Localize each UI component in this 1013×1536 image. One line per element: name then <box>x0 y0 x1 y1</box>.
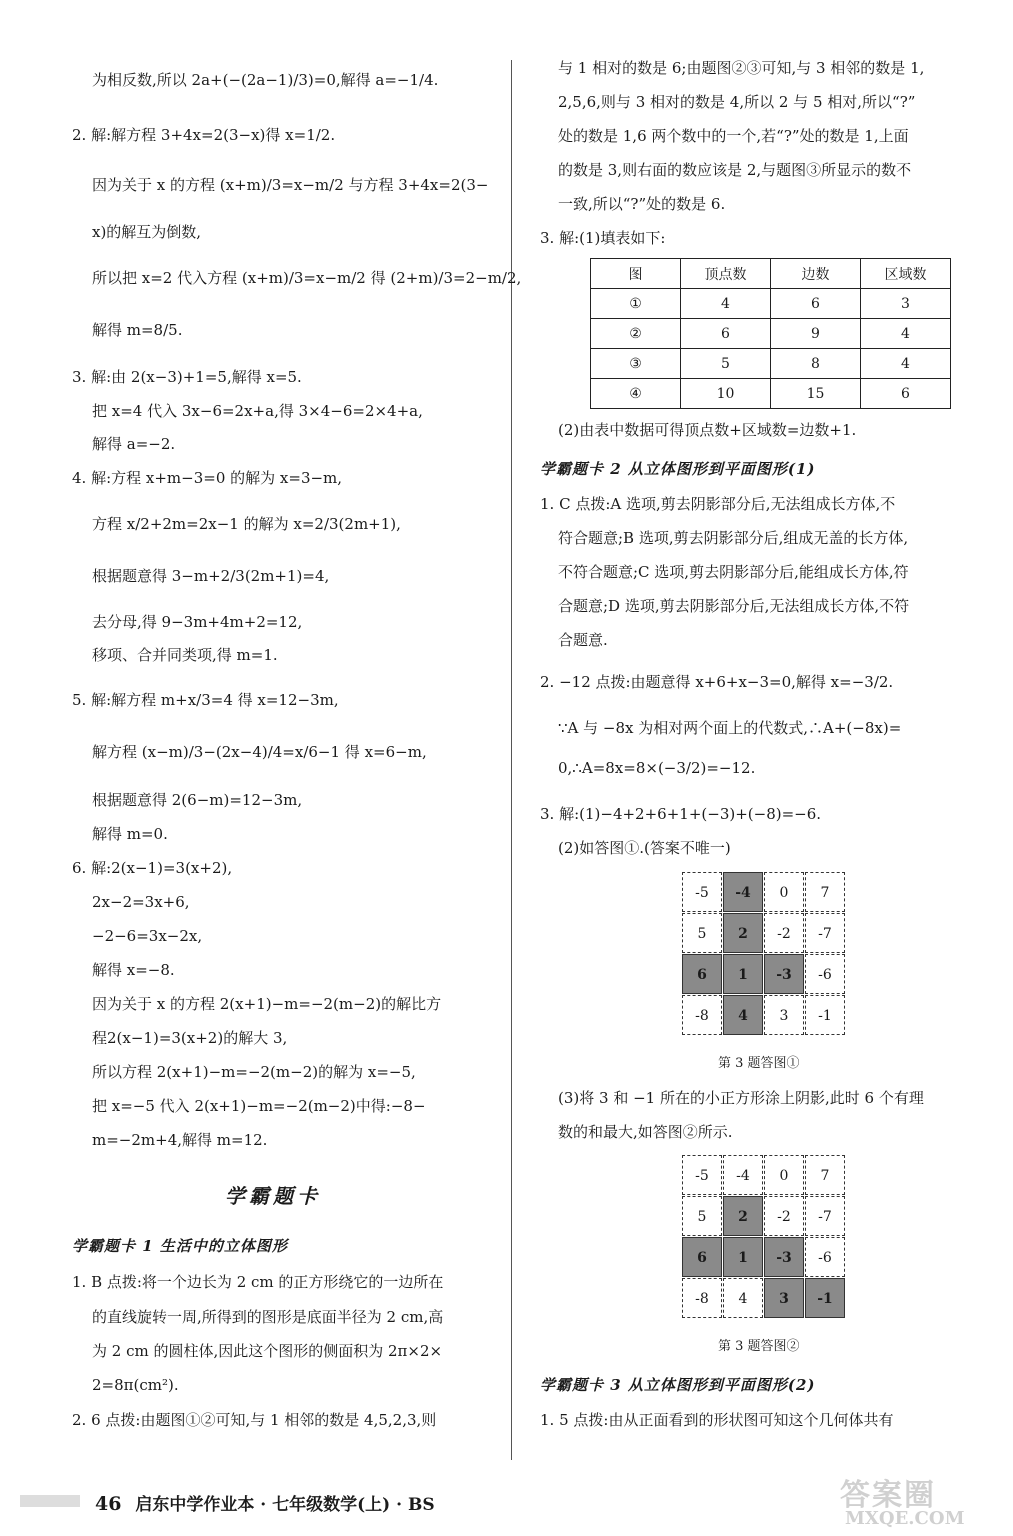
grid-cell: 0 <box>764 1155 804 1195</box>
text-line: 因为关于 x 的方程 (x+m)/3=x−m/2 与方程 3+4x=2(3− <box>92 176 489 194</box>
text-line: 去分母,得 9−3m+4m+2=12, <box>92 613 303 631</box>
text-line: 根据题意得 3−m+2/3(2m+1)=4, <box>92 567 330 585</box>
grid-cell: 4 <box>723 1278 763 1318</box>
watermark-logo: 答案圈 <box>840 1478 936 1513</box>
table-cell: 15 <box>771 379 861 409</box>
table-header-row <box>591 259 951 289</box>
text-line: 1. C 点拨:A 选项,剪去阴影部分后,无法组成长方体,不 <box>540 495 896 513</box>
grid-cell: 0 <box>764 872 804 912</box>
grid-cell: 5 <box>682 1196 722 1236</box>
card3-heading: 学霸题卡 3 从立体图形到平面图形(2) <box>540 1376 816 1394</box>
grid-cell: -1 <box>805 995 845 1035</box>
table-cell: 4 <box>681 289 771 319</box>
text-line: 3. 解:由 2(x−3)+1=5,解得 x=5. <box>72 368 302 386</box>
grid-cell: 5 <box>682 913 722 953</box>
grid-cell-shaded: -3 <box>764 1237 804 1277</box>
grid-cell: 7 <box>805 1155 845 1195</box>
page-footer <box>95 1490 435 1515</box>
grid-cell-shaded: 2 <box>723 913 763 953</box>
text-line: m=−2m+4,解得 m=12. <box>92 1131 268 1149</box>
answer-grid-1 <box>682 872 846 1036</box>
book-title: 启东中学作业本 · 七年级数学(上) · BS <box>135 1495 435 1515</box>
footer-bar <box>20 1495 80 1507</box>
text-line: 不符合题意;C 选项,剪去阴影部分后,能组成长方体,符 <box>558 563 909 581</box>
text-line: 所以把 x=2 代入方程 (x+m)/3=x−m/2 得 (2+m)/3=2−m/2, <box>92 269 522 287</box>
grid-cell-shaded: 6 <box>682 1237 722 1277</box>
text-line: 把 x=−5 代入 2(x+1)−m=−2(m−2)中得:−8− <box>92 1097 426 1115</box>
text-line: 2. 6 点拨:由题图①②可知,与 1 相邻的数是 4,5,2,3,则 <box>72 1411 437 1429</box>
text-line: 根据题意得 2(6−m)=12−3m, <box>92 791 303 809</box>
text-line: 数的和最大,如答图②所示. <box>558 1123 733 1141</box>
table-cell: ① <box>591 289 681 319</box>
figure-caption: 第 3 题答图② <box>718 1339 800 1354</box>
table-header: 区域数 <box>861 259 951 289</box>
grid-cell: -4 <box>723 1155 763 1195</box>
watermark-url: MXQE.COM <box>845 1508 965 1529</box>
text-line: 解得 m=8/5. <box>92 321 183 339</box>
text-line: 3. 解:(1)−4+2+6+1+(−3)+(−8)=−6. <box>540 805 822 823</box>
table-cell: ② <box>591 319 681 349</box>
grid-cell: -2 <box>764 913 804 953</box>
page-number: 46 <box>95 1493 122 1515</box>
table-cell: 10 <box>681 379 771 409</box>
text-line: (2)如答图①.(答案不唯一) <box>558 839 731 857</box>
table-cell: ④ <box>591 379 681 409</box>
text-line: 6. 解:2(x−1)=3(x+2), <box>72 859 233 877</box>
table-cell: 3 <box>861 289 951 319</box>
grid-cell: 7 <box>805 872 845 912</box>
table-header: 图 <box>591 259 681 289</box>
grid-cell-shaded: 2 <box>723 1196 763 1236</box>
table-cell: 4 <box>861 319 951 349</box>
grid-cell-shaded: -4 <box>723 872 763 912</box>
grid-cell-shaded: 6 <box>682 954 722 994</box>
grid-cell-shaded: 1 <box>723 954 763 994</box>
grid-cell: -7 <box>805 913 845 953</box>
text-line: 2. −12 点拨:由题意得 x+6+x−3=0,解得 x=−3/2. <box>540 673 894 691</box>
text-line: 所以方程 2(x+1)−m=−2(m−2)的解为 x=−5, <box>92 1063 416 1081</box>
grid-cell: 3 <box>764 995 804 1035</box>
card1-heading: 学霸题卡 1 生活中的立体图形 <box>72 1237 288 1255</box>
text-line: 2. 解:解方程 3+4x=2(3−x)得 x=1/2. <box>72 126 336 144</box>
table-cell: 6 <box>681 319 771 349</box>
text-line: x)的解互为倒数, <box>92 223 202 241</box>
grid-cell: -6 <box>805 1237 845 1277</box>
text-line: 一致,所以“?”处的数是 6. <box>558 195 726 213</box>
text-line: 为相反数,所以 2a+(−(2a−1)/3)=0,解得 a=−1/4. <box>92 71 439 89</box>
grid-cell: -5 <box>682 872 722 912</box>
table-row <box>591 349 951 379</box>
grid-cell: -2 <box>764 1196 804 1236</box>
text-line: 与 1 相对的数是 6;由题图②③可知,与 3 相邻的数是 1, <box>558 59 925 77</box>
table-cell: ③ <box>591 349 681 379</box>
text-line: 解方程 (x−m)/3−(2x−4)/4=x/6−1 得 x=6−m, <box>92 743 427 761</box>
table-row <box>591 379 951 409</box>
table-cell: 8 <box>771 349 861 379</box>
text-line: 符合题意;B 选项,剪去阴影部分后,组成无盖的长方体, <box>558 529 909 547</box>
text-line: 2,5,6,则与 3 相对的数是 4,所以 2 与 5 相对,所以“?” <box>558 93 916 111</box>
text-line: 4. 解:方程 x+m−3=0 的解为 x=3−m, <box>72 469 343 487</box>
text-line: 解得 m=0. <box>92 825 168 843</box>
grid-cell: -5 <box>682 1155 722 1195</box>
text-line: (2)由表中数据可得顶点数+区域数=边数+1. <box>558 421 857 439</box>
text-line: 1. 5 点拨:由从正面看到的形状图可知这个几何体共有 <box>540 1411 894 1429</box>
text-line: 3. 解:(1)填表如下: <box>540 229 666 247</box>
text-line: 合题意. <box>558 631 608 649</box>
table-cell: 9 <box>771 319 861 349</box>
table-cell: 6 <box>771 289 861 319</box>
text-line: 移项、合并同类项,得 m=1. <box>92 646 278 664</box>
table-cell: 6 <box>861 379 951 409</box>
data-table <box>590 258 951 409</box>
grid-cell: -8 <box>682 1278 722 1318</box>
text-line: 解得 a=−2. <box>92 435 176 453</box>
figure-caption: 第 3 题答图① <box>718 1056 800 1071</box>
table-header: 边数 <box>771 259 861 289</box>
text-line: 处的数是 1,6 两个数中的一个,若“?”处的数是 1,上面 <box>558 127 909 145</box>
text-line: 程2(x−1)=3(x+2)的解大 3, <box>92 1029 288 1047</box>
table-cell: 4 <box>861 349 951 379</box>
text-line: 合题意;D 选项,剪去阴影部分后,无法组成长方体,不符 <box>558 597 910 615</box>
grid-cell: -6 <box>805 954 845 994</box>
table-header: 顶点数 <box>681 259 771 289</box>
text-line: 的直线旋转一周,所得到的图形是底面半径为 2 cm,高 <box>92 1308 444 1326</box>
text-line: (3)将 3 和 −1 所在的小正方形涂上阴影,此时 6 个有理 <box>558 1089 924 1107</box>
text-line: 的数是 3,则右面的数应该是 2,与题图③所显示的数不 <box>558 161 912 179</box>
table-row <box>591 289 951 319</box>
grid-cell-shaded: 1 <box>723 1237 763 1277</box>
text-line: 方程 x/2+2m=2x−1 的解为 x=2/3(2m+1), <box>92 515 401 533</box>
grid-cell-shaded: 4 <box>723 995 763 1035</box>
section-title: 学霸题卡 <box>225 1184 321 1208</box>
text-line: 2=8π(cm²). <box>92 1376 179 1394</box>
text-line: 0,∴A=8x=8×(−3/2)=−12. <box>558 759 756 777</box>
text-line: −2−6=3x−2x, <box>92 927 203 945</box>
text-line: 解得 x=−8. <box>92 961 175 979</box>
answer-grid-2 <box>682 1155 846 1319</box>
grid-cell-shaded: -3 <box>764 954 804 994</box>
text-line: 2x−2=3x+6, <box>92 893 190 911</box>
grid-cell: -7 <box>805 1196 845 1236</box>
text-line: 因为关于 x 的方程 2(x+1)−m=−2(m−2)的解比方 <box>92 995 442 1013</box>
table-row <box>591 319 951 349</box>
text-line: 1. B 点拨:将一个边长为 2 cm 的正方形绕它的一边所在 <box>72 1273 444 1291</box>
text-line: 把 x=4 代入 3x−6=2x+a,得 3×4−6=2×4+a, <box>92 402 423 420</box>
text-line: 为 2 cm 的圆柱体,因此这个图形的侧面积为 2π×2× <box>92 1342 443 1360</box>
table-cell: 5 <box>681 349 771 379</box>
text-line: ∵A 与 −8x 为相对两个面上的代数式,∴A+(−8x)= <box>558 719 902 737</box>
grid-cell-shaded: 3 <box>764 1278 804 1318</box>
grid-cell-shaded: -1 <box>805 1278 845 1318</box>
grid-cell: -8 <box>682 995 722 1035</box>
card2-heading: 学霸题卡 2 从立体图形到平面图形(1) <box>540 460 816 478</box>
text-line: 5. 解:解方程 m+x/3=4 得 x=12−3m, <box>72 691 339 709</box>
